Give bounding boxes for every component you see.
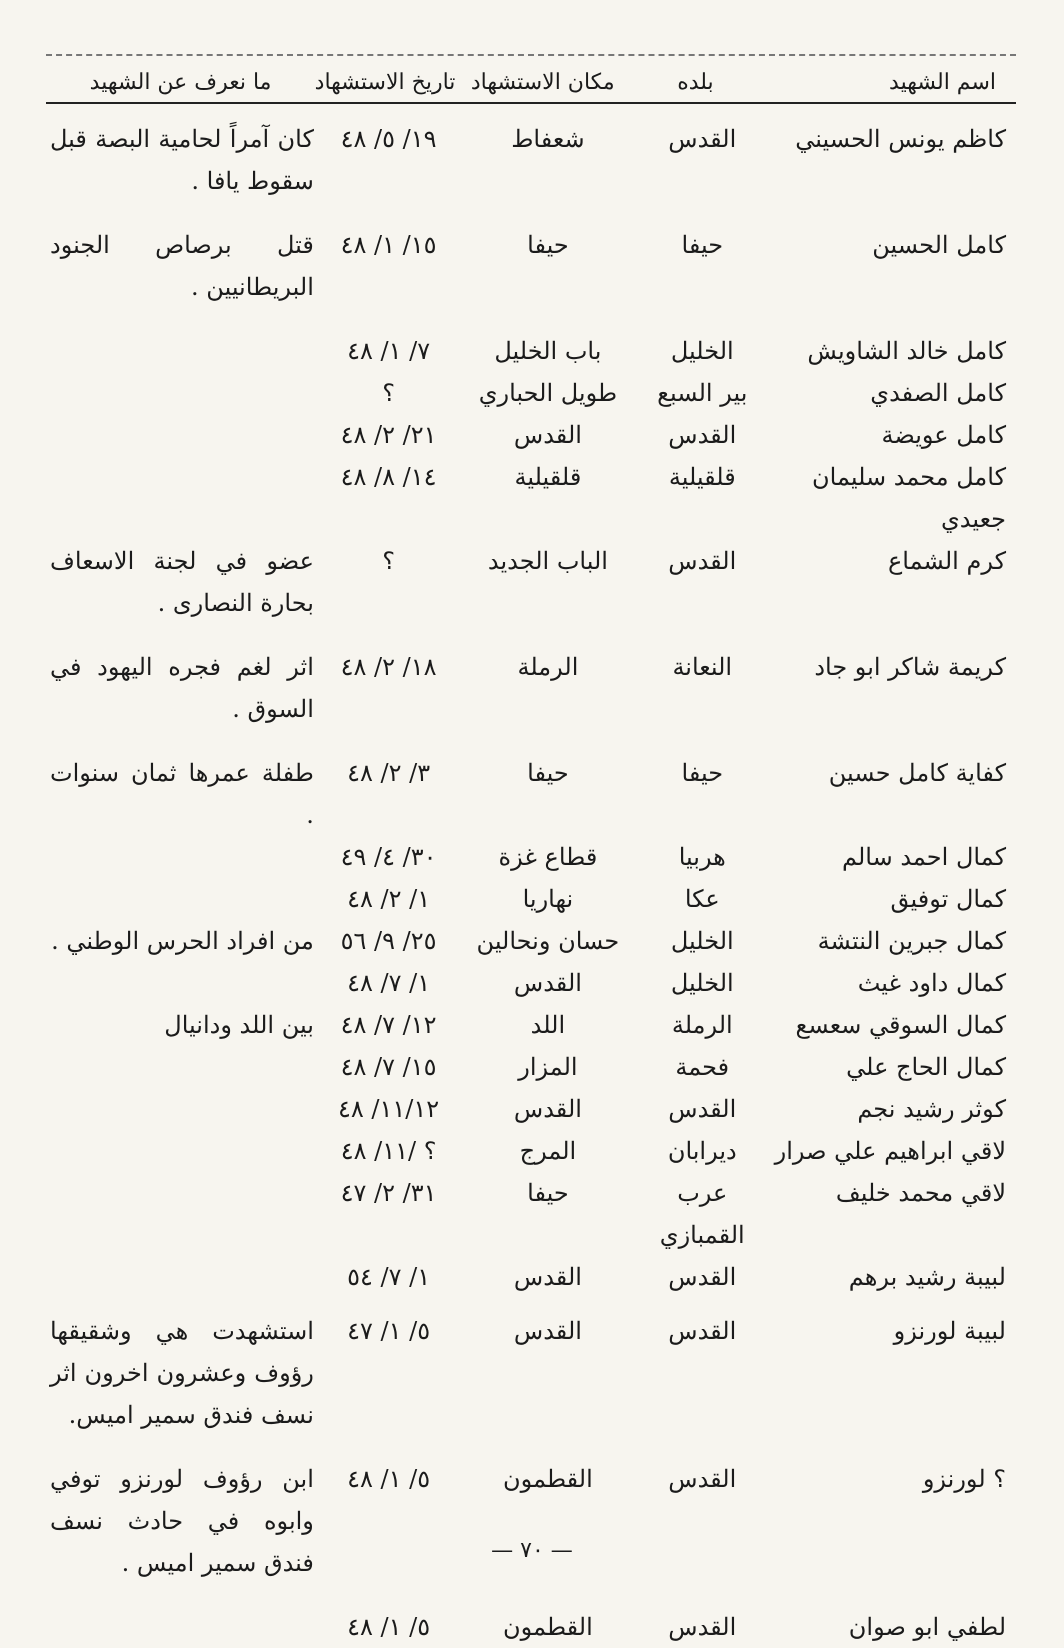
cell-date: ٥/ ١/ ٤٧ xyxy=(347,1317,431,1345)
cell-place: المرج xyxy=(519,1137,577,1165)
cell-place: القطمون xyxy=(503,1613,593,1641)
table-row xyxy=(46,456,1016,540)
cell-town: النعانة xyxy=(672,653,733,681)
cell-date: ٧/ ١/ ٤٨ xyxy=(347,337,431,365)
table-row xyxy=(46,1088,1016,1130)
cell-town: القدس xyxy=(668,1317,737,1345)
cell-name: كمال جبرين النتشة xyxy=(817,927,1006,955)
cell-place: القدس xyxy=(513,1095,582,1123)
cell-date: ٢٥/ ٩/ ٥٦ xyxy=(340,927,437,955)
cell-note: من افراد الحرس الوطني . xyxy=(51,927,314,955)
cell-place: حيفا xyxy=(527,1179,569,1207)
cell-date: ٣/ ٢/ ٤٨ xyxy=(347,759,431,787)
cell-date: ؟ xyxy=(382,547,395,575)
cell-town: القدس xyxy=(668,1465,737,1493)
table-row xyxy=(46,836,1016,878)
table-row xyxy=(46,1458,1016,1584)
cell-town: ديرابان xyxy=(667,1137,737,1165)
cell-date: ٣١/ ٢/ ٤٧ xyxy=(340,1179,437,1207)
cell-name: كمال الحاج علي xyxy=(846,1053,1006,1081)
cell-name: لاقي ابراهيم علي صرار xyxy=(774,1137,1006,1165)
cell-date: ١٤/ ٨/ ٤٨ xyxy=(340,463,437,491)
table-row xyxy=(46,1172,1016,1256)
table-row xyxy=(46,878,1016,920)
cell-date: ٥/ ١/ ٤٨ xyxy=(347,1613,431,1641)
table-body xyxy=(46,118,1016,1648)
cell-name: كريمة شاكر ابو جاد xyxy=(814,653,1006,681)
cell-place: شعفاط xyxy=(511,125,585,153)
cell-note xyxy=(46,1046,314,1088)
cell-name: كامل خالد الشاويش xyxy=(807,337,1006,365)
cell-name: كامل عويضة xyxy=(881,421,1006,449)
cell-note: عضو في لجنة الاسعاف بحارة النصارى . xyxy=(50,547,314,617)
table-row xyxy=(46,330,1016,372)
cell-name: كمال داود غيث xyxy=(857,969,1006,997)
cell-date: ١٢/ ٧/ ٤٨ xyxy=(340,1011,437,1039)
header-name: اسم الشهيد xyxy=(889,69,996,95)
header-note: ما نعرف عن الشهيد xyxy=(89,69,272,95)
cell-note xyxy=(46,962,314,1004)
cell-note xyxy=(46,1606,314,1648)
cell-name: لاقي محمد خليف xyxy=(835,1179,1006,1207)
cell-note: طفلة عمرها ثمان سنوات . xyxy=(50,759,314,829)
cell-place: القدس xyxy=(513,421,582,449)
cell-date: ١/ ٧/ ٥٤ xyxy=(347,1263,431,1291)
cell-place: حيفا xyxy=(527,759,569,787)
cell-name: كامل الصفدي xyxy=(870,379,1006,407)
cell-place: اللد xyxy=(530,1011,566,1039)
table-header xyxy=(46,62,1016,104)
cell-place: حسان ونحالين xyxy=(476,927,620,955)
table-row xyxy=(46,920,1016,962)
cell-place: حيفا xyxy=(527,231,569,259)
cell-place: باب الخليل xyxy=(494,337,602,365)
cell-date: ١٥/ ٧/ ٤٨ xyxy=(340,1053,437,1081)
cell-town: القدس xyxy=(668,1263,737,1291)
cell-place: قلقيلية xyxy=(514,463,582,491)
table-row xyxy=(46,1606,1016,1648)
cell-name: لطفي ابو صوان xyxy=(848,1613,1006,1641)
cell-place: قطاع غزة xyxy=(498,843,598,871)
cell-name: كمال السوقي سعسع xyxy=(795,1011,1006,1039)
cell-town: الخليل xyxy=(670,337,734,365)
header-date: تاريخ الاستشهاد xyxy=(314,69,456,95)
cell-name: كمال توفيق xyxy=(890,885,1006,913)
cell-place: الرملة xyxy=(517,653,579,681)
cell-name: كفاية كامل حسين xyxy=(828,759,1006,787)
table-row xyxy=(46,1310,1016,1436)
cell-date: ١/ ٧/ ٤٨ xyxy=(347,969,431,997)
cell-note xyxy=(46,456,314,540)
cell-note xyxy=(46,878,314,920)
cell-town: القدس xyxy=(668,1095,737,1123)
table-row xyxy=(46,224,1016,308)
cell-date: ١٥/ ١/ ٤٨ xyxy=(340,231,437,259)
cell-town: القدس xyxy=(668,547,737,575)
header-place: مكان الاستشهاد xyxy=(470,69,615,95)
cell-date: ؟ /١١/ ٤٨ xyxy=(340,1137,437,1165)
cell-town: الخليل xyxy=(670,969,734,997)
cell-note xyxy=(46,330,314,372)
cell-note xyxy=(46,414,314,456)
cell-name: كرم الشماع xyxy=(887,547,1006,575)
cell-town: قلقيلية xyxy=(668,463,736,491)
page-number: — ٧٠ — xyxy=(491,1538,573,1563)
table-row xyxy=(46,1130,1016,1172)
table-row xyxy=(46,1004,1016,1046)
cell-note xyxy=(46,1256,314,1298)
cell-town: القدس xyxy=(668,125,737,153)
cell-place: المزار xyxy=(518,1053,578,1081)
cell-date: ١/ ٢/ ٤٨ xyxy=(347,885,431,913)
table-row xyxy=(46,646,1016,730)
cell-town: القدس xyxy=(668,1613,737,1641)
cell-name: كامل الحسين xyxy=(872,231,1006,259)
cell-place: القطمون xyxy=(503,1465,593,1493)
table-row xyxy=(46,962,1016,1004)
cell-date: ٥/ ١/ ٤٨ xyxy=(347,1465,431,1493)
cell-town: عكا xyxy=(684,885,720,913)
cell-place: القدس xyxy=(513,969,582,997)
table-row xyxy=(46,540,1016,624)
table-row xyxy=(46,414,1016,456)
cell-date: ٣٠/ ٤/ ٤٩ xyxy=(340,843,437,871)
cell-name: كامل محمد سليمان جعيدي xyxy=(812,463,1006,533)
cell-town: عرب القمبازي xyxy=(659,1179,745,1249)
cell-place: الباب الجديد xyxy=(487,547,608,575)
top-dashed-rule xyxy=(46,54,1016,56)
table-row xyxy=(46,118,1016,202)
cell-date: ١٩/ ٥/ ٤٨ xyxy=(340,125,437,153)
cell-date: ١١/١٢/ ٤٨ xyxy=(338,1095,440,1123)
cell-note: قتل برصاص الجنود البريطانيين . xyxy=(50,231,314,301)
table-row xyxy=(46,752,1016,836)
cell-note: اثر لغم فجره اليهود في السوق . xyxy=(50,653,314,723)
cell-place: نهاريا xyxy=(522,885,574,913)
cell-note xyxy=(46,1172,314,1256)
cell-place: القدس xyxy=(513,1317,582,1345)
cell-note: ابن رؤوف لورنزو توفي وابوه في حادث نسف فندق سمير اميس . xyxy=(50,1465,314,1577)
cell-name: كاظم يونس الحسيني xyxy=(795,125,1006,153)
cell-note xyxy=(46,372,314,414)
martyrs-table xyxy=(46,54,1016,1648)
table-row xyxy=(46,1256,1016,1298)
cell-town: الخليل xyxy=(670,927,734,955)
cell-note xyxy=(46,1130,314,1172)
cell-town: حيفا xyxy=(681,759,724,787)
cell-note: استشهدت هي وشقيقها رؤوف وعشرون اخرون اثر نسف فندق سمير اميس. xyxy=(50,1317,314,1429)
cell-name: ؟ لورنزو xyxy=(922,1465,1006,1493)
cell-note xyxy=(46,836,314,878)
cell-date: ٢١/ ٢/ ٤٨ xyxy=(340,421,437,449)
table-row xyxy=(46,372,1016,414)
cell-date: ١٨/ ٢/ ٤٨ xyxy=(340,653,437,681)
cell-place: القدس xyxy=(513,1263,582,1291)
cell-town: هربيا xyxy=(678,843,726,871)
cell-note: بين اللد ودانيال xyxy=(164,1011,314,1039)
cell-town: الرملة xyxy=(671,1011,733,1039)
table-row xyxy=(46,1046,1016,1088)
header-town: بلده xyxy=(677,69,714,95)
cell-date: ؟ xyxy=(382,379,395,407)
cell-name: لبيبة رشيد برهم xyxy=(848,1263,1006,1291)
cell-note xyxy=(46,1088,314,1130)
cell-place: طويل الحباري xyxy=(478,379,618,407)
cell-name: كمال احمد سالم xyxy=(842,843,1006,871)
cell-town: القدس xyxy=(668,421,737,449)
cell-town: فحمة xyxy=(675,1053,730,1081)
cell-note: كان آمراً لحامية البصة قبل سقوط يافا . xyxy=(50,125,314,195)
cell-name: لبيبة لورنزو xyxy=(893,1317,1006,1345)
cell-town: بير السبع xyxy=(657,379,748,407)
cell-name: كوثر رشيد نجم xyxy=(857,1095,1006,1123)
cell-town: حيفا xyxy=(681,231,724,259)
